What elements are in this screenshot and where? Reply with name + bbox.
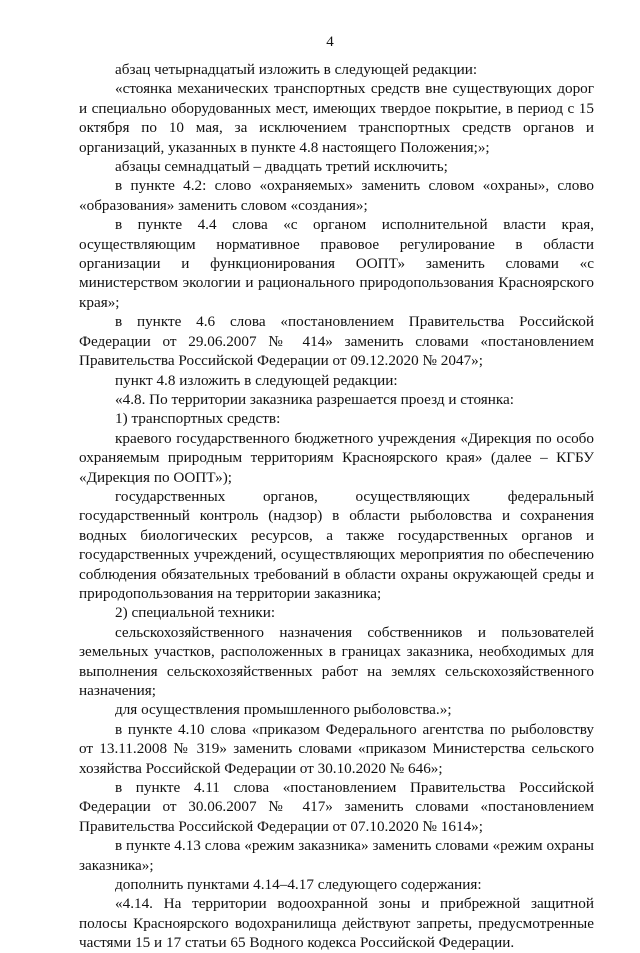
page-number: 4 [326,34,334,50]
paragraph-5: в пункте 4.4 слова «с органом исполнительной власти края, осуществляющим нормативное правовое регулирование в области организации и функционирования ООПТ» заменить словами «с министерством экологии и рационального природопользования Красноярского края»; [79,216,594,311]
paragraph-17: в пункте 4.13 слова «режим заказника» заменить словами «режим охраны заказника»; [79,837,594,874]
paragraph-18: дополнить пунктами 4.14–4.17 следующего содержания: [115,876,482,894]
paragraph-2: «стоянка механических транспортных средств вне существующих дорог и специально оборудованных мест, имеющих твердое покрытие, в период с 15 октября по 10 мая, за исключением транспортных средств органов и организаций, указанных в пункте 4.8 настоящего Положения;»; [79,80,594,156]
paragraph-9: 1) транспортных средств: [115,410,281,428]
paragraph-4: в пункте 4.2: слово «охраняемых» заменить словом «охраны», слово «образования» заменить словом «создания»; [79,177,594,214]
paragraph-11: государственных органов, осуществляющих федеральный государственный контроль (надзор) в области рыболовства и сохранения водных биологических ресурсов, а также государственных органов и государственных учреждений, осуществляющих мероприятия по обеспечению соблюдения обязательных требований в области охраны окружающей среды и природопользования на территории заказника; [79,487,594,602]
paragraph-3: абзацы семнадцатый – двадцать третий исключить; [115,158,448,176]
paragraph-8: «4.8. По территории заказника разрешается проезд и стоянка: [115,390,514,408]
paragraph-14: для осуществления промышленного рыболовства.»; [115,701,452,719]
paragraph-12: 2) специальной техники: [115,604,276,622]
paragraph-1: абзац четырнадцатый изложить в следующей редакции: [115,61,478,78]
paragraph-19: «4.14. На территории водоохранной зоны и прибрежной защитной полосы Красноярского водохранилища действуют запреты, предусмотренные частями 15 и 17 статьи 65 Водного кодекса Российской Федерации. [79,895,594,952]
paragraph-7: пункт 4.8 изложить в следующей редакции: [115,371,398,389]
paragraph-13: сельскохозяйственного назначения собственников и пользователей земельных участков, расположенных в границах заказника, необходимых для выполнения сельскохозяйственных работ на землях сельскохозяйственного назначения; [79,623,594,699]
paragraph-6: в пункте 4.6 слова «постановлением Правительства Российской Федерации от 29.06.2007 № 414» заменить словами «постановлением Правительства Российской Федерации от 09.12.2020 № 2047»; [79,313,594,370]
paragraph-10: краевого государственного бюджетного учреждения «Дирекция по особо охраняемым природным территориям Красноярского края» (далее – КГБУ «Дирекция по ООПТ»); [79,429,594,486]
paragraph-15: в пункте 4.10 слова «приказом Федерального агентства по рыболовству от 13.11.2008 № 319» заменить словами «приказом Министерства сельского хозяйства Российской Федерации от 30.10.2020 № 646»; [79,720,594,777]
paragraph-16: в пункте 4.11 слова «постановлением Правительства Российской Федерации от 30.06.2007 № 417» заменить словами «постановлением Правительства Российской Федерации от 07.10.2020 № 1614»; [79,779,594,835]
document-body [79,60,594,953]
